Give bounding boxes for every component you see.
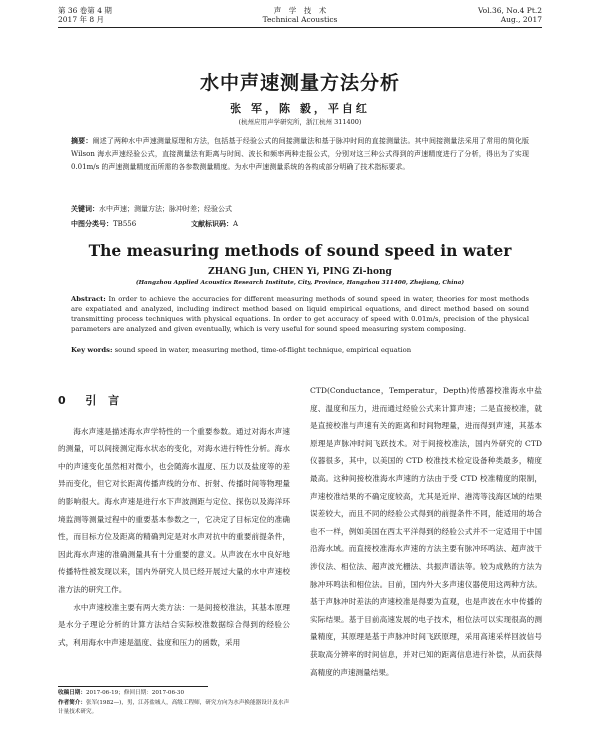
header-date-en: Aug., 2017 <box>500 15 542 24</box>
affiliation-cn: (杭州应用声学研究所，浙江杭州 311400) <box>238 118 362 126</box>
header-journal-en: Technical Acoustics <box>262 15 338 24</box>
authors-en: ZHANG Jun, CHEN Yi, PING Zi-hong <box>208 267 392 277</box>
paper-title-cn: 水中声速测量方法分析 <box>199 72 400 94</box>
abstract-cn <box>71 135 529 174</box>
section-heading <box>58 392 290 410</box>
header-divider <box>58 27 542 28</box>
footnote-divider <box>58 686 208 687</box>
paper-title-en: The measuring methods of sound speed in water <box>88 241 512 260</box>
abstract-en-label: Abstract: <box>71 295 106 303</box>
doc-label: 文献标识码： <box>191 220 233 228</box>
author-bio-text: 张军(1982—)，男，江苏盐城人，高级工程师，研究方向为水声换能器设计及水声计量技术研究。 <box>58 700 290 715</box>
keywords-en-text: sound speed in water, measuring method, time-of-flight technique, empirical equation <box>114 346 412 354</box>
header-volume-en <box>478 6 542 24</box>
body-paragraph: 海水声速是描述海水声学特性的一个重要参数。通过对海水声速的测量，可以间接测定海水状态的变化，对海水进行特性分析。海水中的声速变化虽然相对微小，也会随海水温度、压力以及盐度等的差异而变化，但它对长距离传播声线的分布、折射、传播时间等物理量的影响很大。海水声速是进行水下声波测距与定位、探伤以及海洋环境监测等测量过程中的重要基本参数之一，它决定了目标定位的准确性，而目标方位及距离的精确判定是对水声对抗中的重要前提条件，因此海水声速的准确测量具有十分重要的意义。从声波在水中良好地传播特性被发现以来，国内外研究人员已经开展过大量的水中声速校准方法的研究工作。 <box>58 426 290 594</box>
received-text: 2017-06-19；修回日期：2017-06-30 <box>85 690 185 696</box>
header-journal-cn: 声 学 技 术 <box>273 6 327 15</box>
footnote-received <box>58 689 290 698</box>
doc-code <box>191 219 238 230</box>
keywords-en-label: Key words: <box>71 346 113 354</box>
authors-cn: 张 军，陈 毅，平自红 <box>230 102 370 115</box>
body-column-left <box>58 380 290 651</box>
clc-label: 中图分类号： <box>71 220 113 228</box>
doc-value: A <box>233 220 239 228</box>
affiliation-en: (Hangzhou Applied Acoustics Research Institute, City, Province, Hangzhou 311400, Zhejiang, China) <box>135 280 465 286</box>
keywords-cn-label: 关键词： <box>71 205 99 213</box>
received-label: 收稿日期： <box>58 690 86 696</box>
body-paragraph: 水中声速校准主要有两大类方法：一是间接校准法，其基本原理是水分子理论分析的计算方法结合实际校准数据综合得到的经验公式，利用海水中声速是温度、盐度和压力的函数，采用 <box>58 602 290 647</box>
abstract-en <box>71 294 529 334</box>
keywords-cn <box>71 204 529 215</box>
header-date-cn: 2017 年 8 月 <box>58 15 105 24</box>
section-number: 0 <box>58 394 70 407</box>
header-journal-name <box>58 6 542 24</box>
classification-line <box>71 219 529 230</box>
keywords-cn-text: 水中声速；测量方法；脉冲时差；经验公式 <box>99 205 232 213</box>
header-vol-en: Vol.36, No.4 Pt.2 <box>477 6 542 15</box>
abstract-cn-text: 阐述了两种水中声速测量原理和方法，包括基于经验公式的间接测量法和基于脉冲时间的直接测量法。其中间接测量法采用了常用的简化版 Wilson 海水声速经验公式，直接测量法有距离与时间、波长和频率两种走报公式，分别对这三种公式得到的声速精度进行了分析，得出为了实现 0.01m/s 的声速测量精度而所需的各参数测量精度。为水中声速测量系统的各构成部分明确了技术指标要求。 <box>71 137 530 171</box>
running-header <box>58 6 542 32</box>
body-paragraph: CTD(Conductance，Temperatur，Depth)传感器校准海水中盐度、温度和压力，进而通过经验公式来计算声速；二是直接校准，就是直接校准与声速有关的距离和时间物理量，进而得到声速，其基本原理是声脉冲时间飞跃技术。对于间接校准法，国内外研究的 CTD 仪器很多，其中，以美国的 CTD 校准技术检定设备种类最多，精度最高。这种间接校准海水声速的方法由于受 CTD 校准精度的限制，声速校准结果的不确定度较高，尤其是近岸、港湾等浅海区域的结果误差较大，而且不同的经验公式得到的前提条件不同，能适用的场合也不一样，例如美国在西太平洋得到的经验公式并不一定适用于中国沿海水域。而直接校准海水声速的方法主要有脉冲环鸣法、超声波干涉仪法、相位法、超声波光栅法、共振声谱法等。较为成熟的方法为脉冲环鸣法和相位法。目前，国内外大多声速仪器使用这两种方法。基于声脉冲时差法的声速校准是得要为直观，也是声波在水中传播的实际结果。基于目前高速发展的电子技术，相位法可以实现很高的测量精度，其原理是基于声脉冲时间飞跃原理，采用高速采样回波信号获取高分辨率的时间信息，并对已知的距离信息进行补偿，从而获得高精度的声速测量结果。 <box>310 386 542 677</box>
author-bio-label: 作者简介： <box>58 700 86 706</box>
body-column-right <box>310 382 542 681</box>
keywords-en <box>71 345 529 355</box>
footnote-author-bio <box>58 699 290 717</box>
clc-value: TB556 <box>113 220 137 228</box>
header-volume: 第 36 卷第 4 期 <box>58 6 112 15</box>
abstract-en-text: In order to achieve the accuracies for different measuring methods of sound speed in water, theories for most methods are expatiated and analyzed, including indirect method based on liquid empirical equations, and direct method based on sound transmitting process techniques with physical equations. In order to get accuracy of speed with 0.01m/s, precision of the physical parameters are analyzed and given eventually, which is very useful for sound speed measuring system composing. <box>71 295 529 333</box>
section-title: 引 言 <box>85 394 124 407</box>
abstract-cn-label: 摘要： <box>71 137 93 145</box>
